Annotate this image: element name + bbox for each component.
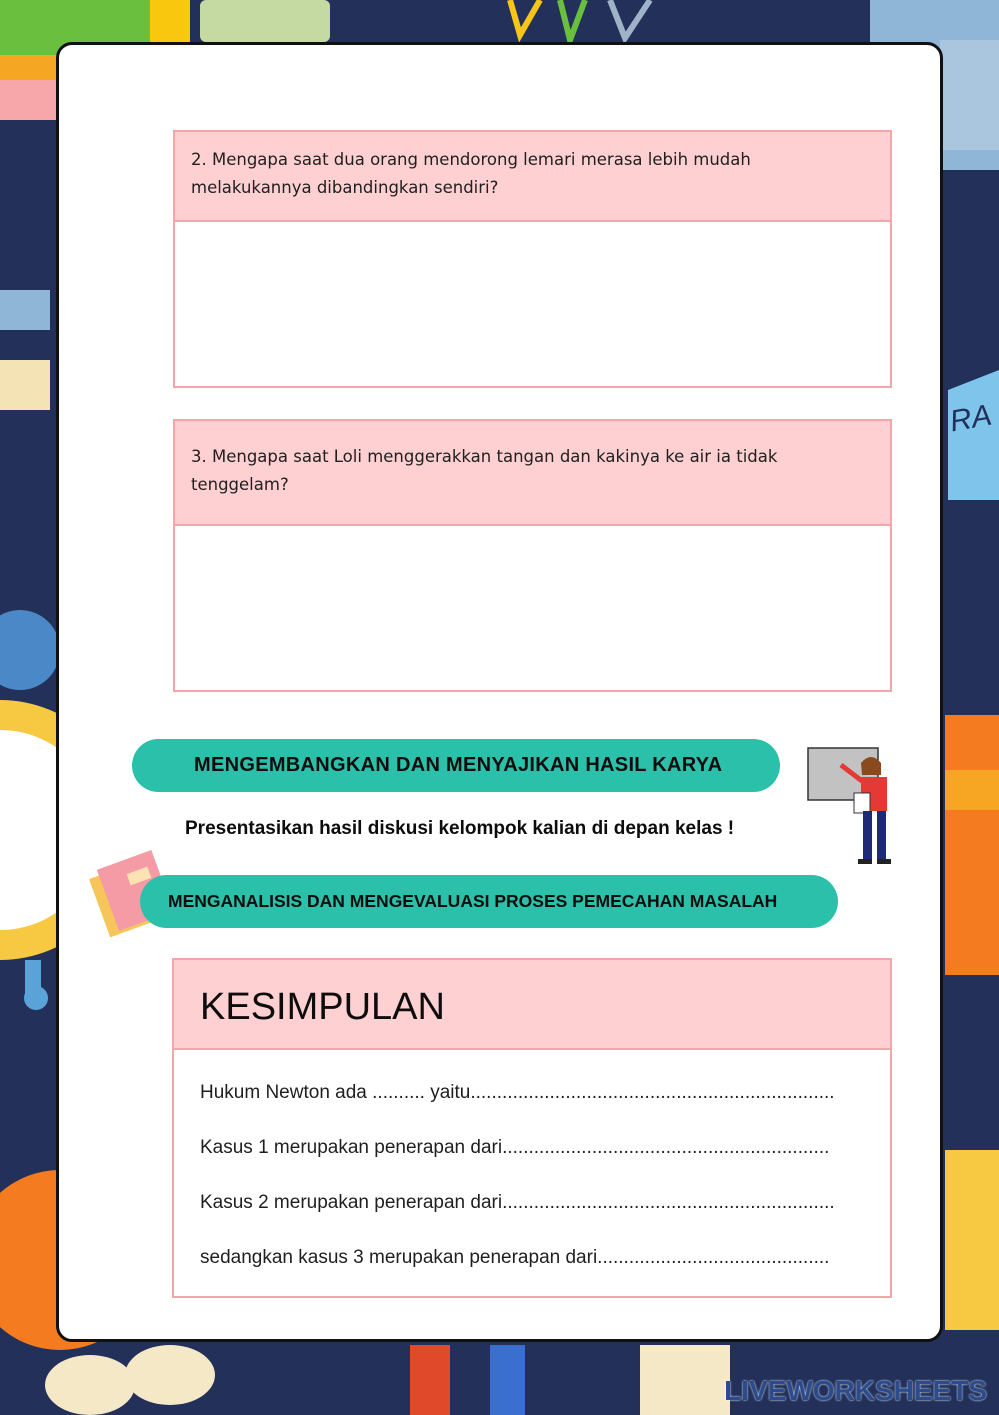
section-banner-present xyxy=(132,739,780,792)
question-3-box xyxy=(173,419,892,692)
trophy-illustration xyxy=(945,1150,999,1330)
conclusion-title: KESIMPULAN xyxy=(174,960,890,1050)
question-2-answer-field[interactable] xyxy=(175,222,890,386)
section-banner-present-label: MENGEMBANGKAN DAN MENYAJIKAN HASIL KARYA xyxy=(194,754,723,776)
folder-illustration xyxy=(945,715,999,975)
conclusion-line-4: sedangkan kasus 3 merupakan penerapan dari............................................ xyxy=(200,1247,830,1268)
section-banner-analyze-label: MENGANALISIS DAN MENGEVALUASI PROSES PEMECAHAN MASALAH xyxy=(168,891,778,911)
conclusion-line-1: Hukum Newton ada .......... yaitu..................................................................... xyxy=(200,1082,835,1103)
liveworksheets-logo: LIVEWORKSHEETS xyxy=(724,1375,987,1406)
card-text: RA xyxy=(947,398,995,439)
question-2-text: 2. Mengapa saat dua orang mendorong lemari merasa lebih mudah melakukannya dibandingkan sendiri? xyxy=(175,132,890,222)
lamp-illustration xyxy=(0,610,60,690)
conclusion-line-2: Kasus 1 merupakan penerapan dari.............................................................. xyxy=(200,1137,830,1158)
conclusion-line-3: Kasus 2 merupakan penerapan dari............................................................... xyxy=(200,1192,835,1213)
binder-clip-illustration xyxy=(0,290,50,330)
question-3-text: 3. Mengapa saat Loli menggerakkan tangan dan kakinya ke air ia tidak tenggelam? xyxy=(175,421,890,526)
teacher-illustration xyxy=(806,745,896,870)
conclusion-box xyxy=(172,958,892,1298)
question-3-answer-field[interactable] xyxy=(175,526,890,690)
section-banner-analyze xyxy=(140,875,838,928)
presentation-instruction: Presentasikan hasil diskusi kelompok kalian di depan kelas ! xyxy=(185,818,735,839)
question-2-box xyxy=(173,130,892,388)
